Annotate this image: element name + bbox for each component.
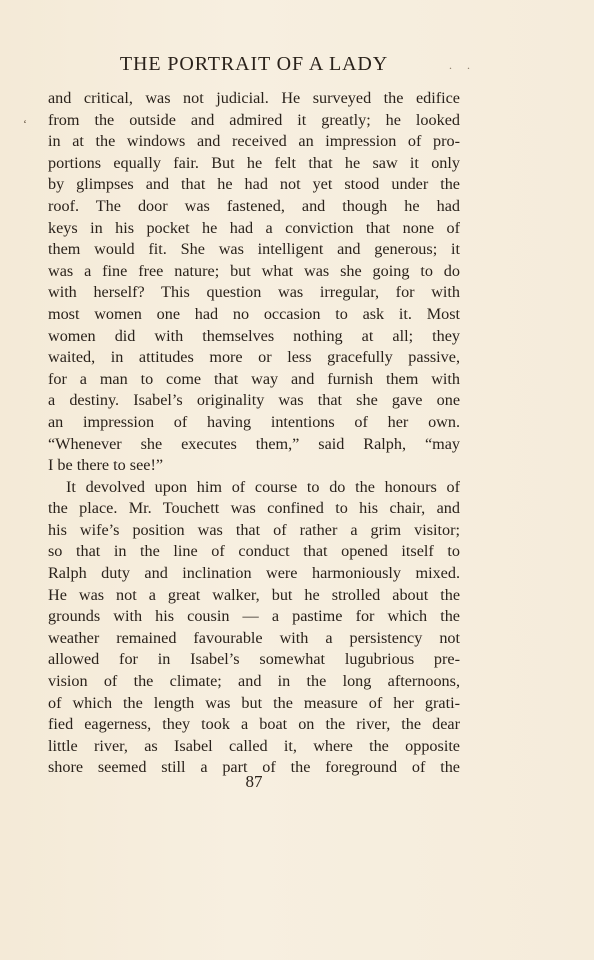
text-line: a destiny. Isabel’s originality was that she gave one <box>48 391 460 410</box>
text-line: weather remained favourable with a persistency not <box>48 628 460 647</box>
text-line: roof. The door was fastened, and though he had <box>48 196 460 215</box>
text-line: vision of the climate; and in the long afternoons, <box>48 672 460 691</box>
page-number: 87 <box>245 772 263 791</box>
text-line: “Whenever she executes them,” said Ralph, “may <box>48 434 460 453</box>
text-line: grounds with his cousin — a pastime for which the <box>48 607 460 626</box>
text-line: them would fit. She was intelligent and generous; it <box>48 240 460 259</box>
text-line: most women one had no occasion to ask it. Most <box>48 304 460 323</box>
text-line: an impression of having intentions of her own. <box>48 412 460 431</box>
text-line: from the outside and admired it greatly; he looked <box>48 110 460 129</box>
text-line: of which the length was but the measure of her grati- <box>48 693 460 712</box>
running-head: THE PORTRAIT OF A LADY <box>119 53 389 75</box>
body-text <box>48 88 460 779</box>
text-line: little river, as Isabel called it, where the opposite <box>48 736 460 755</box>
text-line: for a man to come that way and furnish them with <box>48 369 460 388</box>
text-line: waited, in attitudes more or less gracefully passive, <box>48 348 460 367</box>
text-line: fied eagerness, they took a boat on the river, the dear <box>48 715 460 734</box>
text-line: portions equally fair. But he felt that he saw it only <box>48 153 460 172</box>
text-line: the place. Mr. Touchett was confined to his chair, and <box>48 499 460 518</box>
edge-dots: . . <box>449 58 476 72</box>
text-line: was a fine free nature; but what was she going to do <box>48 261 460 280</box>
text-line: keys in his pocket he had a conviction that none of <box>48 218 460 237</box>
text-line: by glimpses and that he had not yet stood under the <box>48 175 460 194</box>
text-line: so that in the line of conduct that opened itself to <box>48 542 460 561</box>
margin-mark: ‘ <box>23 117 27 131</box>
text-line: with herself? This question was irregular, for with <box>48 283 460 302</box>
text-line: allowed for in Isabel’s somewhat lugubrious pre- <box>48 650 460 669</box>
text-line: in at the windows and received an impression of pro- <box>48 132 460 151</box>
text-line: and critical, was not judicial. He surveyed the edifice <box>48 89 460 107</box>
text-line: women did with themselves nothing at all; they <box>48 326 460 345</box>
text-line: He was not a great walker, but he strolled about the <box>48 585 460 604</box>
paragraph-last-line: I be there to see!” <box>48 456 164 475</box>
paragraph-first-line: It devolved upon him of course to do the honours of <box>66 477 460 496</box>
text-line: shore seemed still a part of the foreground of the <box>48 758 460 777</box>
text-line: his wife’s position was that of rather a grim visitor; <box>48 520 460 539</box>
text-line: Ralph duty and inclination were harmoniously mixed. <box>48 564 460 583</box>
